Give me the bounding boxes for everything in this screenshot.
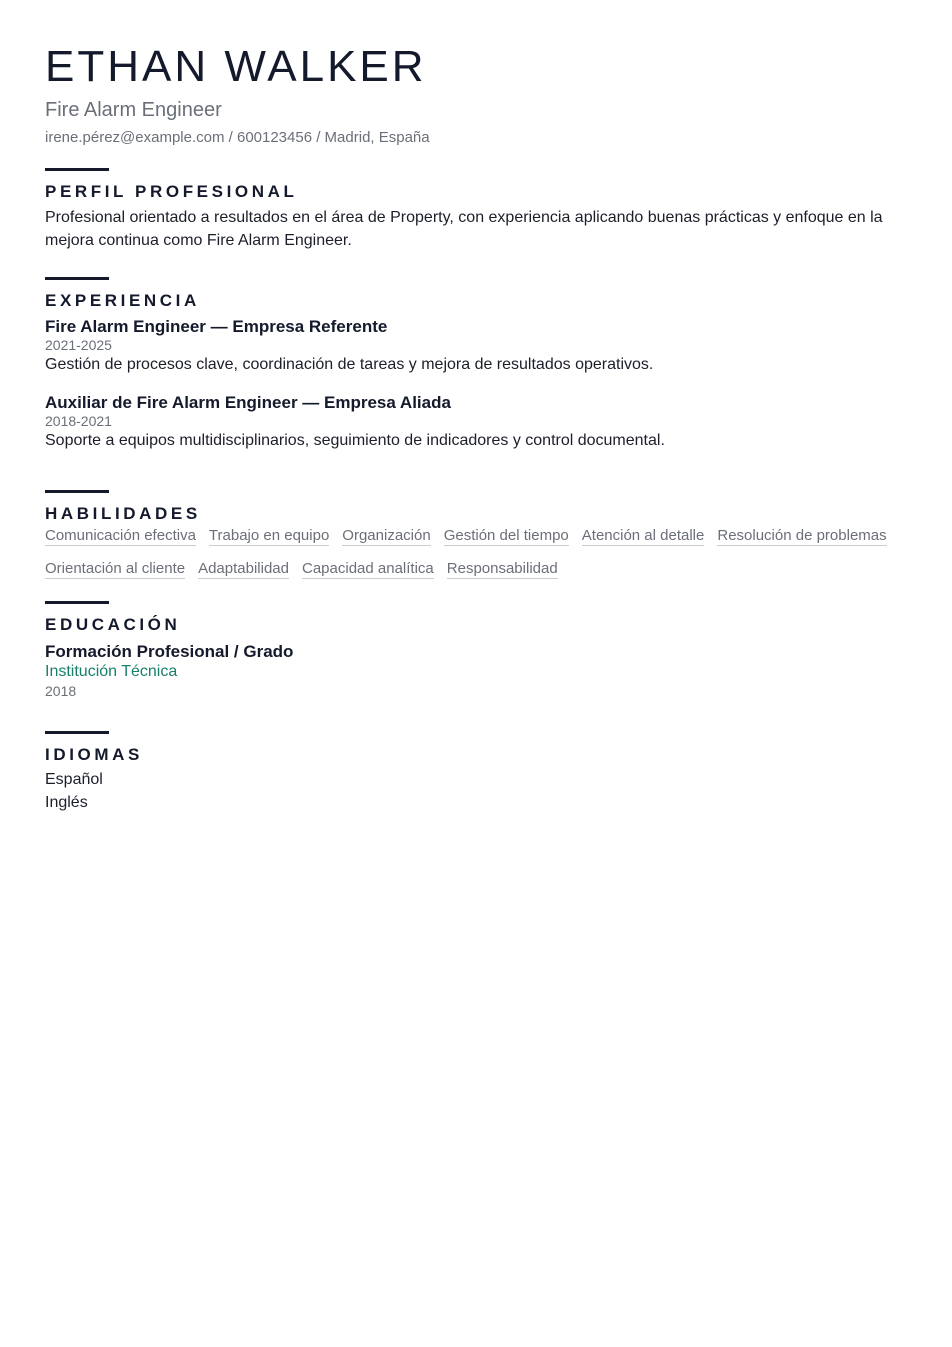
experience-heading: EXPERIENCIA [45, 291, 200, 310]
contact-line: irene.pérez@example.com / 600123456 / Madrid, España [45, 129, 430, 146]
languages-heading: IDIOMAS [45, 745, 143, 764]
job-dates: 2021-2025 [45, 337, 112, 353]
education-degree: Formación Profesional / Grado [45, 642, 294, 661]
job-description: Soporte a equipos multidisciplinarios, seguimiento de indicadores y control documental. [45, 432, 665, 449]
skills-list [45, 527, 915, 593]
languages-list [45, 768, 907, 814]
experience-section [45, 277, 907, 450]
section-divider [45, 490, 109, 493]
job-description: Gestión de procesos clave, coordinación de tareas y mejora de resultados operativos. [45, 356, 654, 373]
skill-tag: Orientación al cliente [45, 560, 186, 577]
job-entry [45, 317, 907, 374]
skill-tag: Atención al detalle [581, 527, 705, 544]
skill-tag: Organización [342, 527, 431, 544]
profile-heading: PERFIL PROFESIONAL [45, 182, 298, 201]
skill-tag: Adaptabilidad [198, 560, 289, 577]
education-heading: EDUCACIÓN [45, 615, 181, 634]
skills-heading: HABILIDADES [45, 504, 201, 523]
education-entry [45, 642, 907, 700]
skills-section [45, 490, 907, 593]
language-item: Español [45, 771, 103, 788]
profile-summary: Profesional orientado a resultados en el área de Property, con experiencia aplicando buenas prácticas y enfoque en la mejora continua como Fire Alarm Engineer. [45, 209, 883, 249]
education-institution: Institución Técnica [45, 663, 178, 680]
job-title: Fire Alarm Engineer — Empresa Referente [45, 317, 388, 336]
skill-tag: Trabajo en equipo [208, 527, 330, 544]
section-divider [45, 277, 109, 280]
skill-tag: Gestión del tiempo [443, 527, 569, 544]
skill-tag: Capacidad analítica [302, 560, 434, 577]
skill-tag: Comunicación efectiva [45, 527, 196, 544]
section-divider [45, 168, 109, 171]
language-item: Inglés [45, 794, 88, 811]
education-section [45, 601, 907, 700]
section-divider [45, 731, 109, 734]
education-year: 2018 [45, 683, 77, 699]
languages-section [45, 731, 907, 814]
job-title: Auxiliar de Fire Alarm Engineer — Empresa Aliada [45, 393, 451, 412]
job-dates: 2018-2021 [45, 413, 112, 429]
job-entry [45, 393, 907, 450]
skill-tag: Responsabilidad [446, 560, 558, 577]
candidate-role: Fire Alarm Engineer [45, 99, 222, 121]
candidate-name: ETHAN WALKER [45, 42, 427, 91]
section-divider [45, 601, 109, 604]
skill-tag: Resolución de problemas [717, 527, 887, 544]
profile-section [45, 168, 907, 252]
